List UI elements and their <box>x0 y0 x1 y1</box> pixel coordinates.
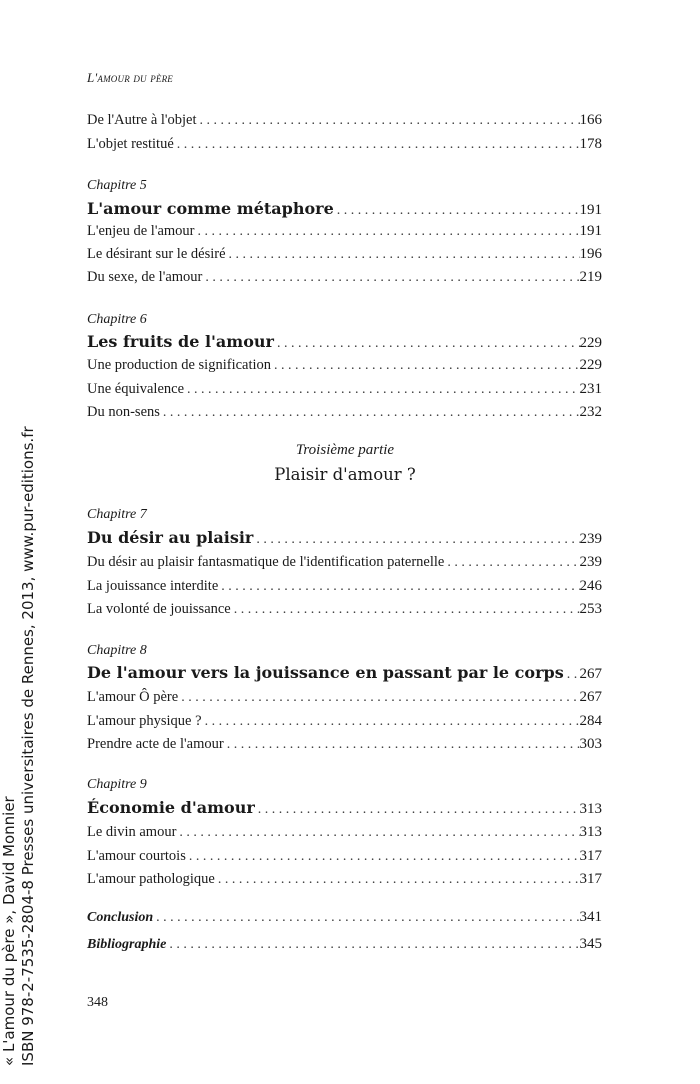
dot-leader <box>334 202 580 220</box>
dot-leader <box>160 404 580 422</box>
toc-entry-page: 229 <box>579 357 602 373</box>
toc-entry <box>87 712 602 731</box>
conclusion-page: 341 <box>579 909 602 925</box>
toc-entry <box>87 735 602 754</box>
dot-leader <box>176 824 579 842</box>
dot-leader <box>253 531 579 549</box>
dot-leader <box>564 666 580 684</box>
chapter-title: Économie d'amour <box>87 798 255 817</box>
toc-entry <box>87 222 602 241</box>
toc-entry-title: Du non-sens <box>87 404 160 420</box>
toc-entry-title: L'amour courtois <box>87 848 186 864</box>
dot-leader <box>197 112 580 130</box>
toc-entry <box>87 268 602 287</box>
toc-entry <box>87 135 602 154</box>
part-label: Troisième partie <box>295 442 395 458</box>
toc-entry-page: 232 <box>579 404 602 420</box>
toc-entry-page: 239 <box>579 554 602 570</box>
dot-leader <box>153 909 579 927</box>
toc-entry <box>87 577 602 596</box>
toc-entry <box>87 380 602 399</box>
toc-entry <box>87 403 602 422</box>
chapter-title-entry <box>87 333 602 353</box>
toc-entry-page: 303 <box>579 736 602 752</box>
side-credit-line1: « L'amour du père », David Monnier <box>0 796 18 1066</box>
dot-leader <box>178 689 579 707</box>
toc-entry-title: L'amour Ô père <box>87 689 179 705</box>
toc-entry-title: L'enjeu de l'amour <box>87 223 195 239</box>
bibliographie-title: Bibliographie <box>87 937 167 952</box>
chapter-title-entry <box>87 799 602 819</box>
toc-entry-page: 219 <box>579 269 602 285</box>
dot-leader <box>166 936 579 954</box>
dot-leader <box>174 136 580 154</box>
conclusion-title: Conclusion <box>87 910 154 925</box>
toc-entry <box>87 356 602 375</box>
page-number: 348 <box>87 995 108 1010</box>
dot-leader <box>184 381 579 399</box>
part-title: Plaisir d'amour ? <box>274 465 416 484</box>
toc-entry <box>87 870 602 889</box>
toc-entry-title: Une équivalence <box>87 381 185 397</box>
toc-entry <box>87 600 602 619</box>
toc-entry-title: Une production de signification <box>87 357 272 373</box>
toc-entry-page: 196 <box>579 246 602 262</box>
toc-entry-page: 166 <box>579 112 602 128</box>
dot-leader <box>202 269 579 287</box>
toc-entry-page: 284 <box>579 713 602 729</box>
toc-entry-title: De l'Autre à l'objet <box>87 112 197 128</box>
toc-entry <box>87 847 602 866</box>
toc-entry-page: 267 <box>579 689 602 705</box>
chapter-page: 267 <box>579 666 602 682</box>
chapter-label: Chapitre 8 <box>87 643 147 658</box>
toc-entry-page: 317 <box>579 871 602 887</box>
chapter-page: 239 <box>579 531 602 547</box>
dot-leader <box>226 246 580 264</box>
side-credit-line2: ISBN 978-2-7535-2804-8 Presses universitaires de Rennes, 2013, www.pur-editions.fr <box>19 426 37 1066</box>
toc-entry-title: Le désirant sur le désiré <box>87 246 226 262</box>
toc-entry <box>87 823 602 842</box>
side-credit <box>0 0 50 1084</box>
toc-entry-page: 191 <box>579 223 602 239</box>
dot-leader <box>215 871 580 889</box>
dot-leader <box>274 335 580 353</box>
toc-entry <box>87 111 602 130</box>
toc-entry-title: Prendre acte de l'amour <box>87 736 224 752</box>
toc-entry <box>87 245 602 264</box>
toc-entry-page: 246 <box>579 578 602 594</box>
toc-entry-page: 313 <box>579 824 602 840</box>
running-head: L'amour du père <box>87 70 173 85</box>
dot-leader <box>271 357 579 375</box>
dot-leader <box>218 578 579 596</box>
toc-entry-title: L'amour physique ? <box>87 713 202 729</box>
chapter-title: Du désir au plaisir <box>87 528 254 547</box>
chapter-title: De l'amour vers la jouissance en passant par le corps <box>87 663 564 682</box>
toc-entry <box>87 553 602 572</box>
chapter-title-entry <box>87 664 602 684</box>
chapter-title: L'amour comme métaphore <box>87 199 334 218</box>
dot-leader <box>444 554 579 572</box>
toc-entry-title: L'amour pathologique <box>87 871 215 887</box>
toc-entry-title: L'objet restitué <box>87 136 174 152</box>
toc-entry-page: 253 <box>579 601 602 617</box>
chapter-label: Chapitre 5 <box>87 178 147 193</box>
dot-leader <box>195 223 580 241</box>
conclusion-entry <box>87 908 602 927</box>
chapter-title-entry <box>87 200 602 220</box>
toc-entry-title: La jouissance interdite <box>87 578 219 594</box>
chapter-page: 229 <box>579 335 602 351</box>
toc-entry-page: 178 <box>579 136 602 152</box>
bibliographie-page: 345 <box>579 936 602 952</box>
chapter-title-entry <box>87 529 602 549</box>
dot-leader <box>231 601 580 619</box>
toc-entry-title: Du sexe, de l'amour <box>87 269 203 285</box>
chapter-title: Les fruits de l'amour <box>87 332 274 351</box>
chapter-page: 191 <box>579 202 602 218</box>
toc-entry-title: La volonté de jouissance <box>87 601 231 617</box>
chapter-label: Chapitre 7 <box>87 507 147 522</box>
dot-leader <box>186 848 580 866</box>
chapter-page: 313 <box>579 801 602 817</box>
chapter-label: Chapitre 6 <box>87 312 147 327</box>
dot-leader <box>224 736 580 754</box>
bibliographie-entry <box>87 935 602 954</box>
chapter-label: Chapitre 9 <box>87 777 147 792</box>
toc-entry-title: Du désir au plaisir fantasmatique de l'identification paternelle <box>87 554 445 570</box>
dot-leader <box>202 713 580 731</box>
toc-entry <box>87 688 602 707</box>
toc-entry-page: 317 <box>579 848 602 864</box>
toc-entry-title: Le divin amour <box>87 824 177 840</box>
toc-entry-page: 231 <box>579 381 602 397</box>
dot-leader <box>255 801 580 819</box>
